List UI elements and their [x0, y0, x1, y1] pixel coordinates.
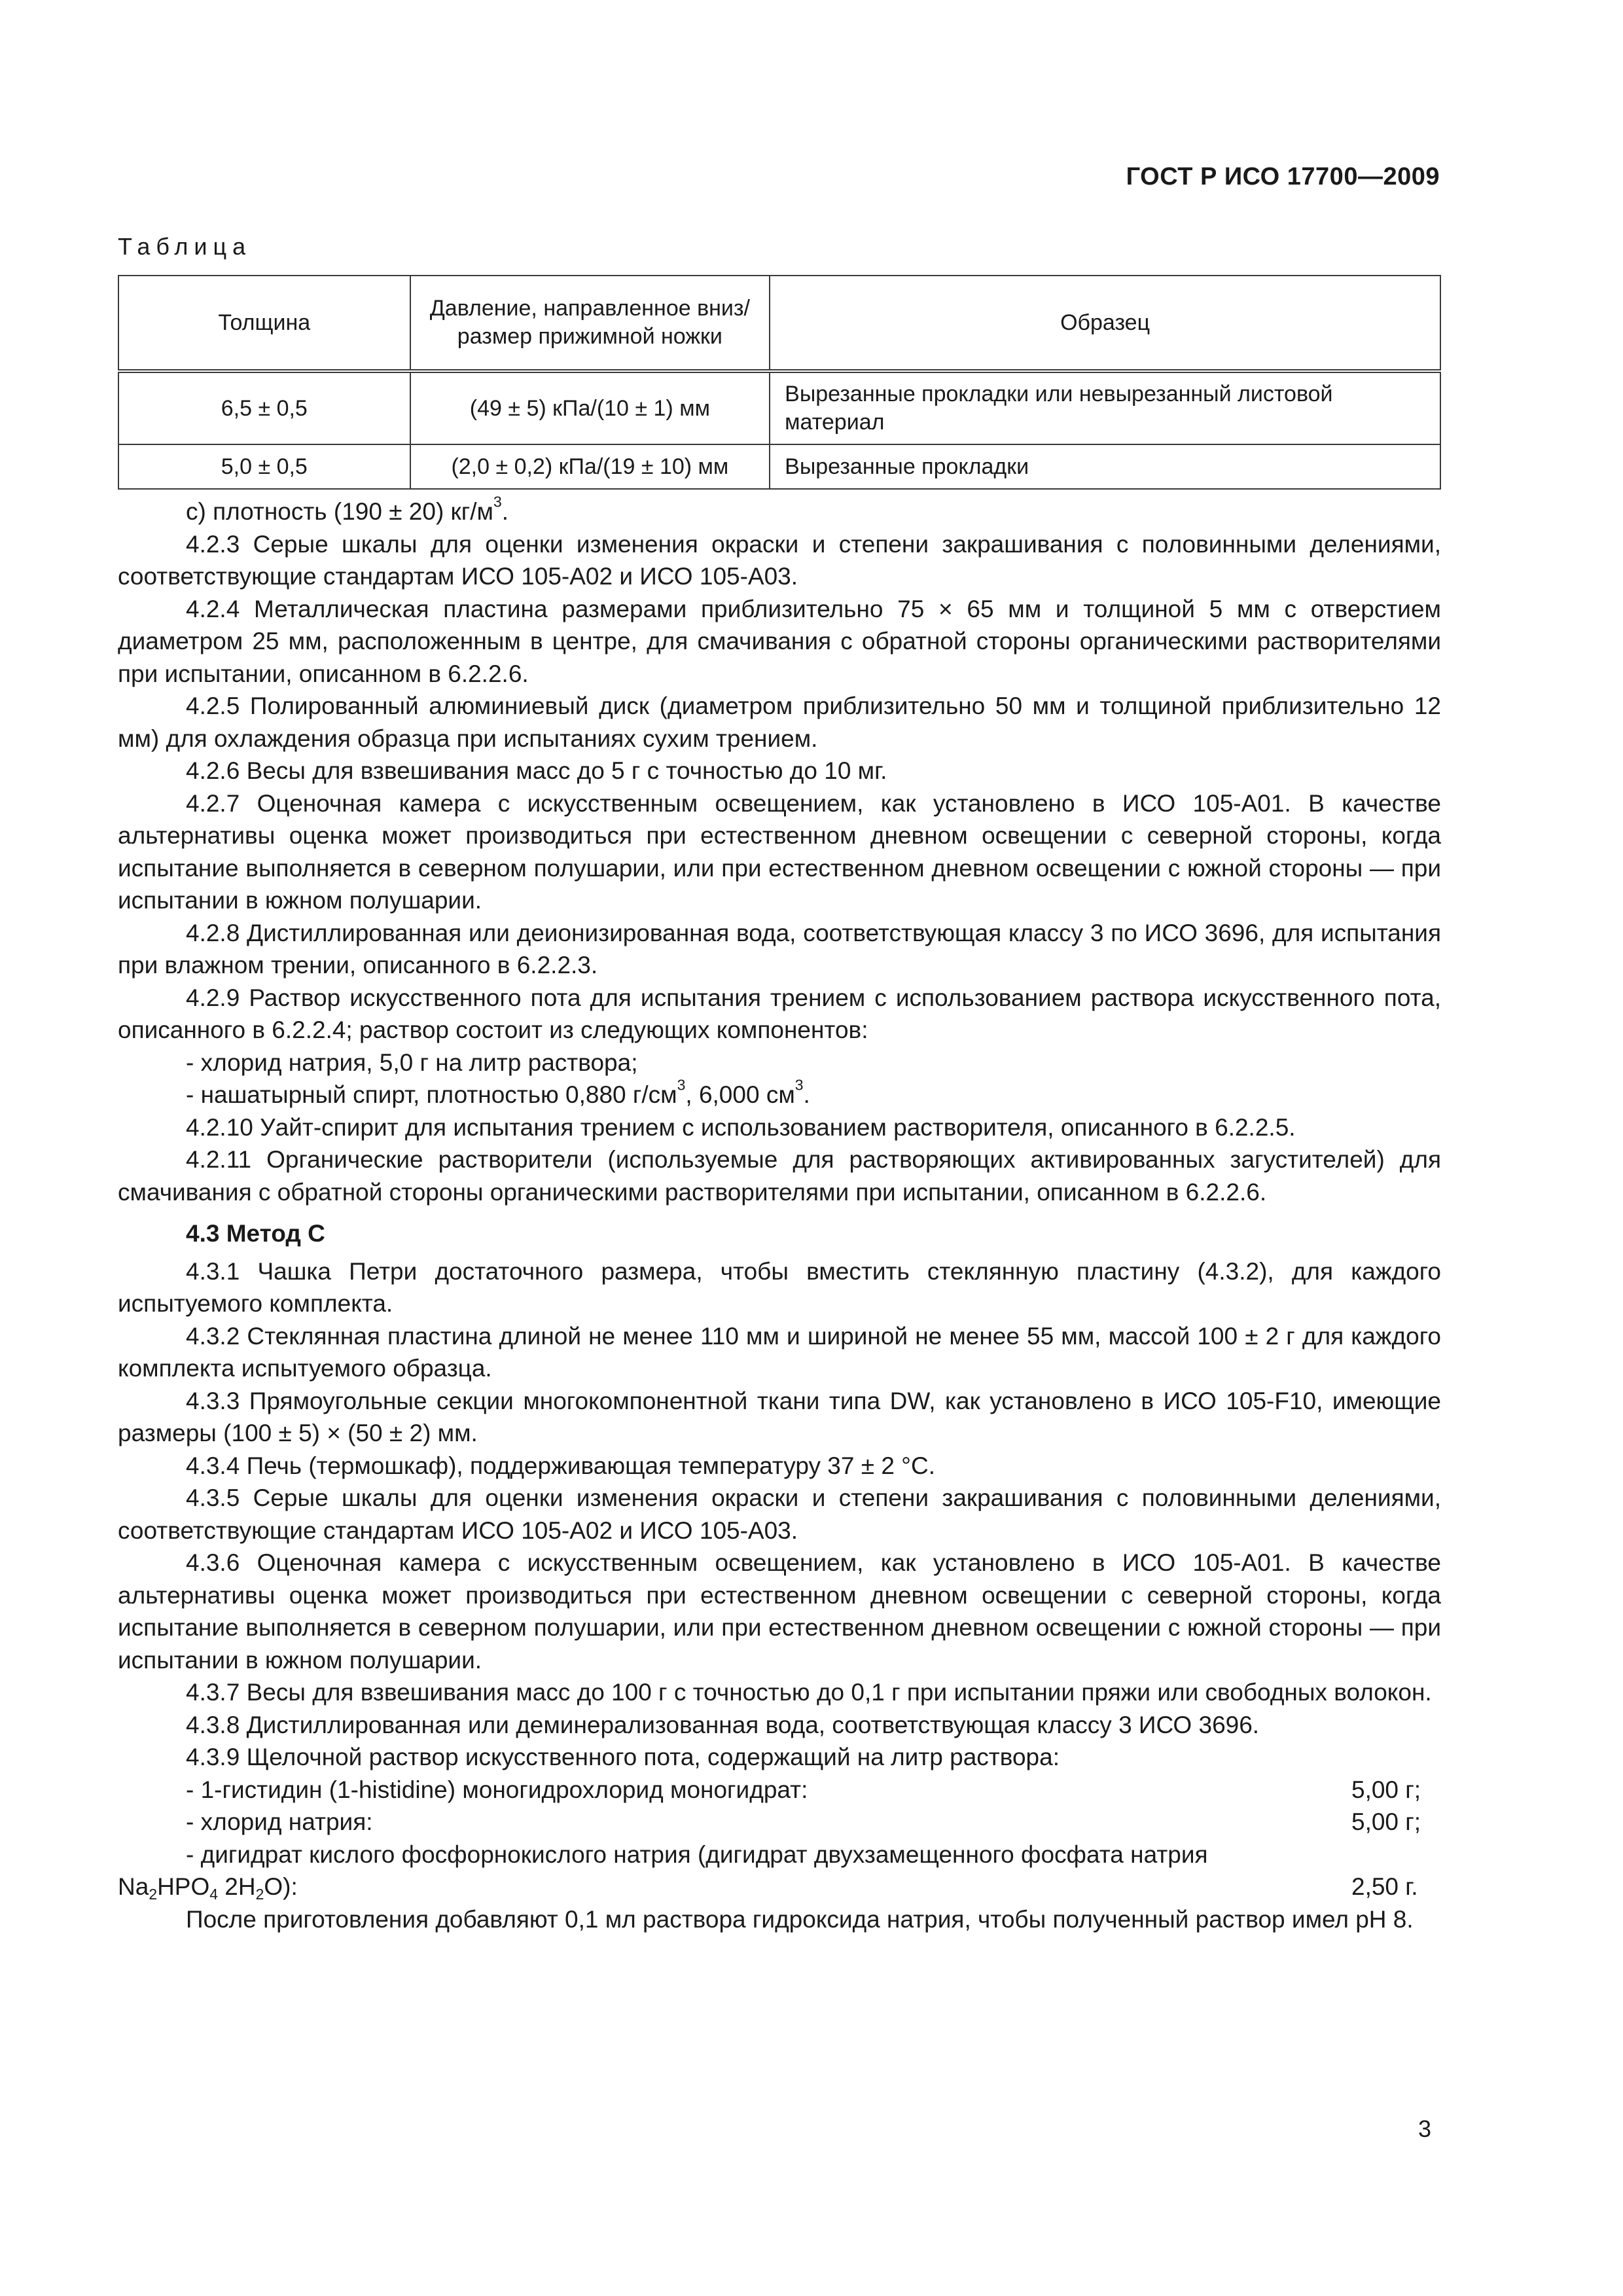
component-value: 5,00 г;: [1351, 1808, 1421, 1835]
paragraph-4-2-5: 4.2.5 Полированный алюминиевый диск (диаметром приблизительно 50 мм и толщиной приблизительно 12 мм) для охлаждения образца при испытаниях сухим трением.: [118, 692, 1441, 752]
subscript: 2: [255, 1885, 264, 1903]
paragraph-density: [118, 495, 1441, 528]
document-body: [118, 495, 1441, 1935]
component-value: 2,50 г.: [1351, 1873, 1418, 1900]
superscript: 3: [493, 493, 502, 511]
document-header: ГОСТ Р ИСО 17700—2009: [1126, 163, 1440, 190]
paragraph-4-3-8: 4.3.8 Дистиллированная или деминерализованная вода, соответствующая классу 3 ИСО 3696.: [186, 1711, 1260, 1738]
column-header-thickness: Толщина: [118, 276, 410, 371]
paragraph-4-2-8: 4.2.8 Дистиллированная или деионизированная вода, соответствующая классу 3 по ИСО 3696, для испытания при влажном трении, описанного в 6.2.2.3.: [118, 919, 1441, 978]
paragraph-final: После приготовления добавляют 0,1 мл раствора гидроксида натрия, чтобы полученный раствор имел pH 8.: [186, 1905, 1414, 1933]
paragraph-4-3-3: 4.3.3 Прямоугольные секции многокомпонентной ткани типа DW, как установлено в ИСО 105-F10, имеющие размеры (100 ± 5) × (50 ± 2) мм.: [118, 1387, 1441, 1446]
table-cell: (2,0 ± 0,2) кПа/(19 ± 10) мм: [410, 444, 770, 489]
density-end: .: [501, 498, 508, 525]
ammonia-end: .: [803, 1081, 810, 1108]
paragraph-4-2-3: 4.2.3 Серые шкалы для оценки изменения окраски и степени закрашивания с половинными делениями, соответствующие стандартам ИСО 105-А02 и ИСО 105-А03.: [118, 530, 1441, 590]
column-header-pressure: Давление, направленное вниз/размер прижимной ножки: [410, 276, 770, 371]
component-row-phosphate: [118, 1871, 1441, 1903]
formula-part: Na: [118, 1873, 149, 1900]
formula-part: HPO: [157, 1873, 210, 1900]
paragraph-4-3-6: 4.3.6 Оценочная камера с искусственным освещением, как установлено в ИСО 105-А01. В качестве альтернативы оценка может производиться при естественном дневном освещении с северной стороны, когда испытание выполняется в северном полушарии, или при естественном дневном освещении с южной стороны — при испытании в южном полушарии.: [118, 1549, 1441, 1674]
superscript: 3: [677, 1076, 686, 1094]
paragraph-4-2-6: 4.2.6 Весы для взвешивания масс до 5 г с точностью до 10 мг.: [186, 757, 887, 784]
component-value: 5,00 г;: [1351, 1776, 1421, 1803]
paragraph-4-3-1: 4.3.1 Чашка Петри достаточного размера, чтобы вместить стеклянную пластину (4.3.2), для каждого испытуемого комплекта.: [118, 1257, 1441, 1317]
paragraph-4-2-11: 4.2.11 Органические растворители (используемые для растворяющих активированных загустителей) для смачивания с обратной стороны органическими растворителями при испытании, описанном в 6.2.2.6.: [118, 1146, 1441, 1206]
component-row-histidine: [118, 1774, 1441, 1806]
paragraph-4-3-2: 4.3.2 Стеклянная пластина длиной не менее 110 мм и шириной не менее 55 мм, массой 100 ± 2 г для каждого комплекта испытуемого образца.: [118, 1322, 1441, 1382]
ammonia-text: - нашатырный спирт, плотностью 0,880 г/см: [186, 1081, 677, 1108]
column-header-sample: Образец: [770, 276, 1440, 371]
paragraph-4-2-9: 4.2.9 Раствор искусственного пота для испытания трением с использованием раствора искусственного пота, описанного в 6.2.2.4; раствор состоит из следующих компонентов:: [118, 984, 1441, 1043]
component-row-sodium-chloride: [118, 1806, 1441, 1839]
subscript: 4: [209, 1885, 219, 1903]
page-number: 3: [1418, 2115, 1432, 2142]
component-label: - хлорид натрия:: [186, 1808, 373, 1835]
component-label: - 1-гистидин (1-histidine) моногидрохлорид моногидрат:: [186, 1776, 808, 1803]
paragraph-4-2-4: 4.2.4 Металлическая пластина размерами приблизительно 75 × 65 мм и толщиной 5 мм с отверстием диаметром 25 мм, расположенным в центре, для смачивания с обратной стороны органическими растворителями при испытании, описанном в 6.2.2.6.: [118, 595, 1441, 687]
table-cell: (49 ± 5) кПа/(10 ± 1) мм: [410, 371, 770, 444]
section-heading-4-3: 4.3 Метод С: [186, 1220, 325, 1247]
table-row: [118, 371, 1440, 444]
formula-part: 2H: [218, 1873, 256, 1900]
ammonia-volume: , 6,000 см: [685, 1081, 795, 1108]
density-text: с) плотность (190 ± 20) кг/м: [186, 498, 493, 525]
table-cell: Вырезанные прокладки или невырезанный листовой материал: [770, 371, 1440, 444]
table-row: [118, 444, 1440, 489]
paragraph-4-3-4: 4.3.4 Печь (термошкаф), поддерживающая температуру 37 ± 2 °С.: [186, 1452, 935, 1479]
subscript: 2: [149, 1885, 158, 1903]
paragraph-4-2-7: 4.2.7 Оценочная камера с искусственным освещением, как установлено в ИСО 105-А01. В качестве альтернативы оценка может производиться при естественном дневном освещении с северной стороны, когда испытание выполняется в северном полушарии, или при естественном дневном освещении с южной стороны — при испытании в южном полушарии.: [118, 789, 1441, 914]
table-cell: 6,5 ± 0,5: [118, 371, 410, 444]
paragraph-4-3-5: 4.3.5 Серые шкалы для оценки изменения окраски и степени закрашивания с половинными делениями, соответствующие стандартам ИСО 105-А02 и ИСО 105-А03.: [118, 1484, 1441, 1544]
list-item-ammonia: [118, 1076, 1441, 1111]
component-phosphate-description: - дигидрат кислого фосфорнокислого натрия (дигидрат двухзамещенного фосфата натрия: [186, 1840, 1208, 1868]
table-caption: Таблица: [118, 233, 252, 260]
formula-part: O):: [264, 1873, 298, 1900]
chemical-formula: [118, 1871, 1351, 1903]
table-header-row: [118, 276, 1440, 371]
superscript: 3: [794, 1076, 804, 1094]
list-item-sodium-chloride: - хлорид натрия, 5,0 г на литр раствора;: [186, 1049, 638, 1076]
paragraph-4-3-9: 4.3.9 Щелочной раствор искусственного пота, содержащий на литр раствора:: [186, 1744, 1060, 1770]
table-cell: Вырезанные прокладки: [770, 444, 1440, 489]
paragraph-4-3-7: 4.3.7 Весы для взвешивания масс до 100 г с точностью до 0,1 г при испытании пряжи или свободных волокон.: [186, 1679, 1432, 1706]
spec-table: [118, 275, 1441, 490]
table-cell: 5,0 ± 0,5: [118, 444, 410, 489]
paragraph-4-2-10: 4.2.10 Уайт-спирит для испытания трением с использованием растворителя, описанного в 6.2.2.5.: [186, 1113, 1296, 1141]
